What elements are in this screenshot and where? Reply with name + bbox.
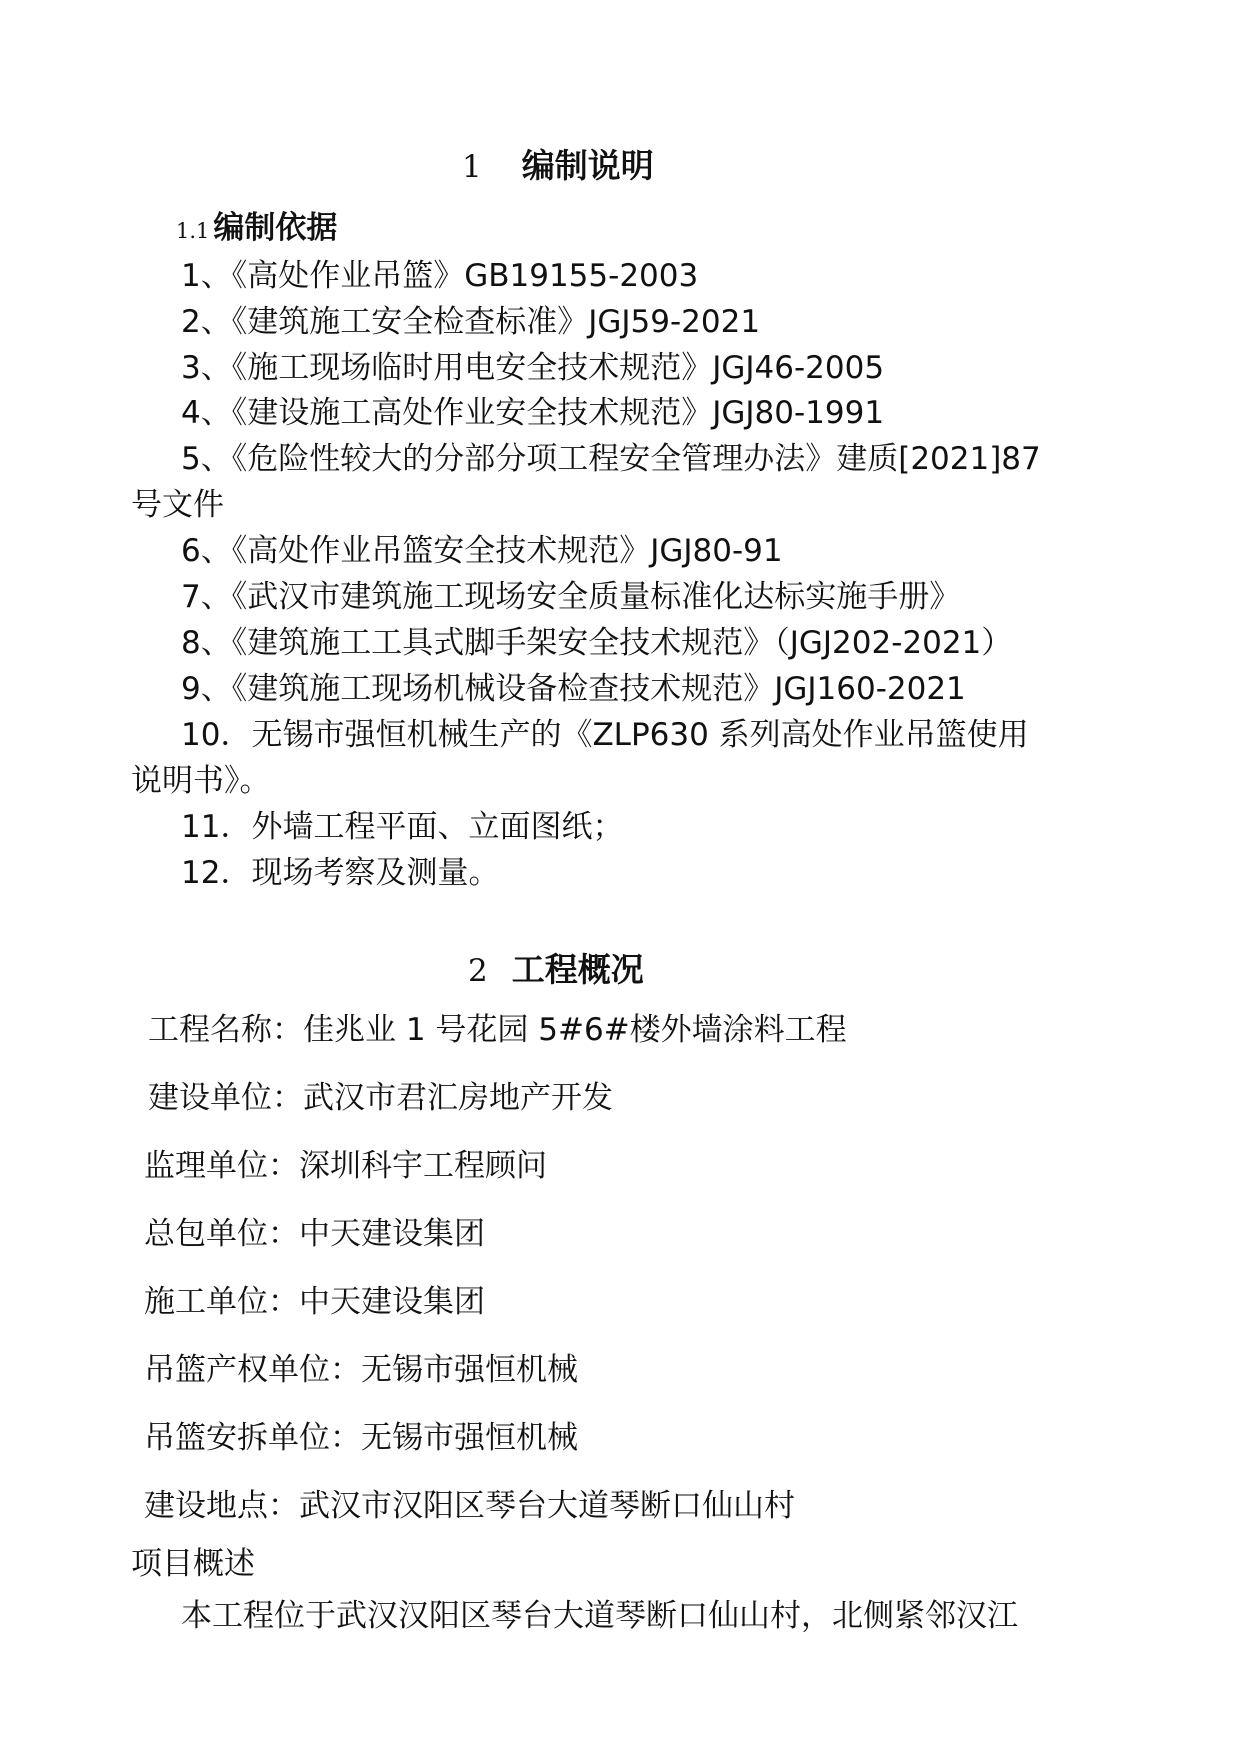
subsection-1-1-heading	[176, 208, 337, 251]
reference-item: 9、《建筑施工现场机械设备检查技术规范》JGJ160-2021	[181, 671, 966, 707]
subsection-1-1-title: 编制依据	[213, 210, 338, 246]
project-field: 建设单位：武汉市君汇房地产开发	[148, 1080, 613, 1116]
project-field: 总包单位：中天建设集团	[144, 1216, 485, 1252]
overview-label: 项目概述	[131, 1546, 255, 1582]
reference-item: 4、《建设施工高处作业安全技术规范》JGJ80-1991	[181, 395, 885, 431]
reference-item: 6、《高处作业吊篮安全技术规范》JGJ80-91	[181, 533, 783, 569]
subsection-1-1-number: 1.1	[176, 219, 210, 243]
section-2-heading	[468, 948, 644, 993]
reference-item: 11．外墙工程平面、立面图纸；	[181, 809, 624, 845]
reference-item-continuation: 号文件	[131, 487, 224, 523]
section-2-number: 2	[468, 953, 488, 989]
project-field: 工程名称：佳兆业 1 号花园 5#6#楼外墙涂料工程	[148, 1012, 847, 1048]
section-1-number: 1	[462, 149, 482, 185]
section-1-title: 编制说明	[521, 146, 654, 185]
reference-item: 3、《施工现场临时用电安全技术规范》JGJ46-2005	[181, 350, 885, 386]
section-2-title: 工程概况	[511, 950, 644, 989]
overview-text: 本工程位于武汉汉阳区琴台大道琴断口仙山村，北侧紧邻汉江	[181, 1598, 1018, 1634]
reference-item: 10．无锡市强恒机械生产的《ZLP630 系列高处作业吊篮使用	[181, 717, 1029, 753]
project-field: 监理单位：深圳科宇工程顾问	[144, 1148, 547, 1184]
reference-item: 7、《武汉市建筑施工现场安全质量标准化达标实施手册》	[181, 579, 961, 615]
reference-item: 1、《高处作业吊篮》GB19155-2003	[181, 258, 699, 294]
project-field: 建设地点：武汉市汉阳区琴台大道琴断口仙山村	[144, 1488, 795, 1524]
project-field: 吊篮产权单位：无锡市强恒机械	[144, 1352, 578, 1388]
section-1-heading	[462, 144, 654, 189]
reference-item: 12．现场考察及测量。	[181, 855, 500, 891]
reference-item: 8、《建筑施工工具式脚手架安全技术规范》（JGJ202-2021）	[181, 625, 1013, 661]
reference-item: 2、《建筑施工安全检查标准》JGJ59-2021	[181, 304, 761, 340]
project-field: 施工单位：中天建设集团	[144, 1284, 485, 1320]
project-field: 吊篮安拆单位：无锡市强恒机械	[144, 1420, 578, 1456]
reference-item-continuation: 说明书》。	[131, 763, 271, 799]
reference-item: 5、《危险性较大的分部分项工程安全管理办法》建质[2021]87	[181, 441, 1041, 477]
